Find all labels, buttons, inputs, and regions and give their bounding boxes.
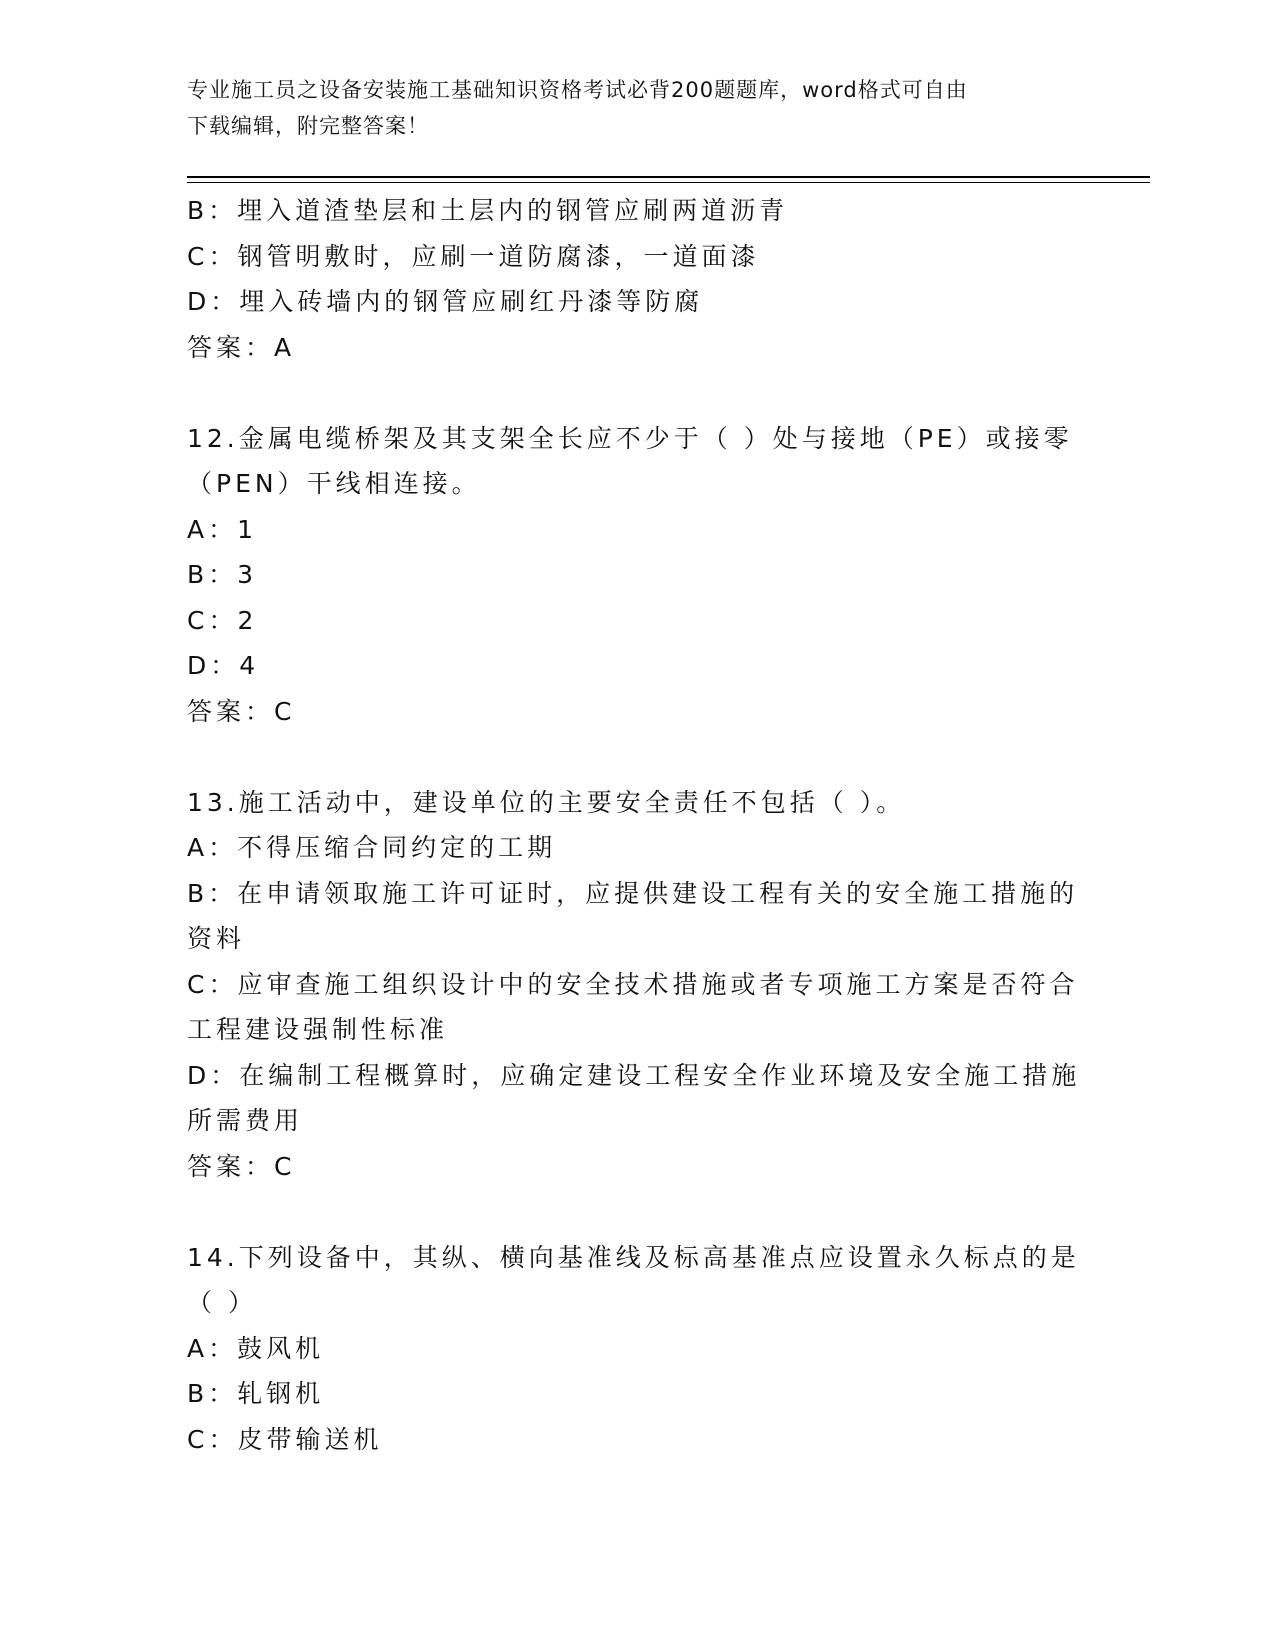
question-stem-line-2: （ ） [187, 1288, 257, 1317]
option-b: B：轧钢机 [187, 1379, 325, 1408]
option-b-line-2: 资料 [187, 924, 246, 953]
header-line-2: 下载编辑，附完整答案！ [187, 114, 429, 138]
option-d: D：埋入砖墙内的钢管应刷红丹漆等防腐 [187, 287, 704, 316]
question-stem: 13.施工活动中，建设单位的主要安全责任不包括（ ）。 [187, 787, 906, 817]
document-body [187, 188, 1087, 1462]
option-a: A：1 [187, 514, 258, 544]
question-stem-line-1: 12.金属电缆桥架及其支架全长应不少于（ ）处与接地（PE）或接零 [187, 423, 1073, 453]
question-13 [187, 780, 1087, 1190]
answer: 答案：C [187, 696, 296, 726]
question-12 [187, 416, 1087, 735]
option-a: A：鼓风机 [187, 1333, 325, 1363]
option-d-line-2: 所需费用 [187, 1106, 304, 1135]
question-14 [187, 1235, 1087, 1463]
header-line-1: 专业施工员之设备安装施工基础知识资格考试必背200题题库，word格式可自由 [187, 78, 968, 102]
question-stem-line-1: 14.下列设备中，其纵、横向基准线及标高基准点应设置永久标点的是 [187, 1242, 1080, 1272]
header-divider-thick [187, 176, 1150, 178]
option-d: D：4 [187, 651, 260, 680]
option-b: B：埋入道渣垫层和土层内的钢管应刷两道沥青 [187, 196, 789, 225]
option-d-line-1: D：在编制工程概算时，应确定建设工程安全作业环境及安全施工措施 [187, 1060, 1081, 1090]
option-c-line-2: 工程建设强制性标准 [187, 1015, 449, 1044]
answer: 答案：C [187, 1151, 296, 1181]
header-divider-thin [187, 182, 1150, 183]
option-b-line-1: B：在申请领取施工许可证时，应提供建设工程有关的安全施工措施的 [187, 878, 1079, 908]
option-a: A：不得压缩合同约定的工期 [187, 833, 557, 862]
answer: 答案：A [187, 332, 296, 362]
option-c: C：钢管明敷时，应刷一道防腐漆，一道面漆 [187, 241, 760, 271]
option-c-line-1: C：应审查施工组织设计中的安全技术措施或者专项施工方案是否符合 [187, 969, 1079, 999]
question-stem-line-2: （PEN）干线相连接。 [187, 469, 481, 498]
option-c: C：2 [187, 605, 258, 635]
question-11-continued [187, 188, 1087, 370]
option-b: B：3 [187, 560, 258, 589]
option-c: C：皮带输送机 [187, 1424, 383, 1454]
document-header [187, 72, 1077, 144]
